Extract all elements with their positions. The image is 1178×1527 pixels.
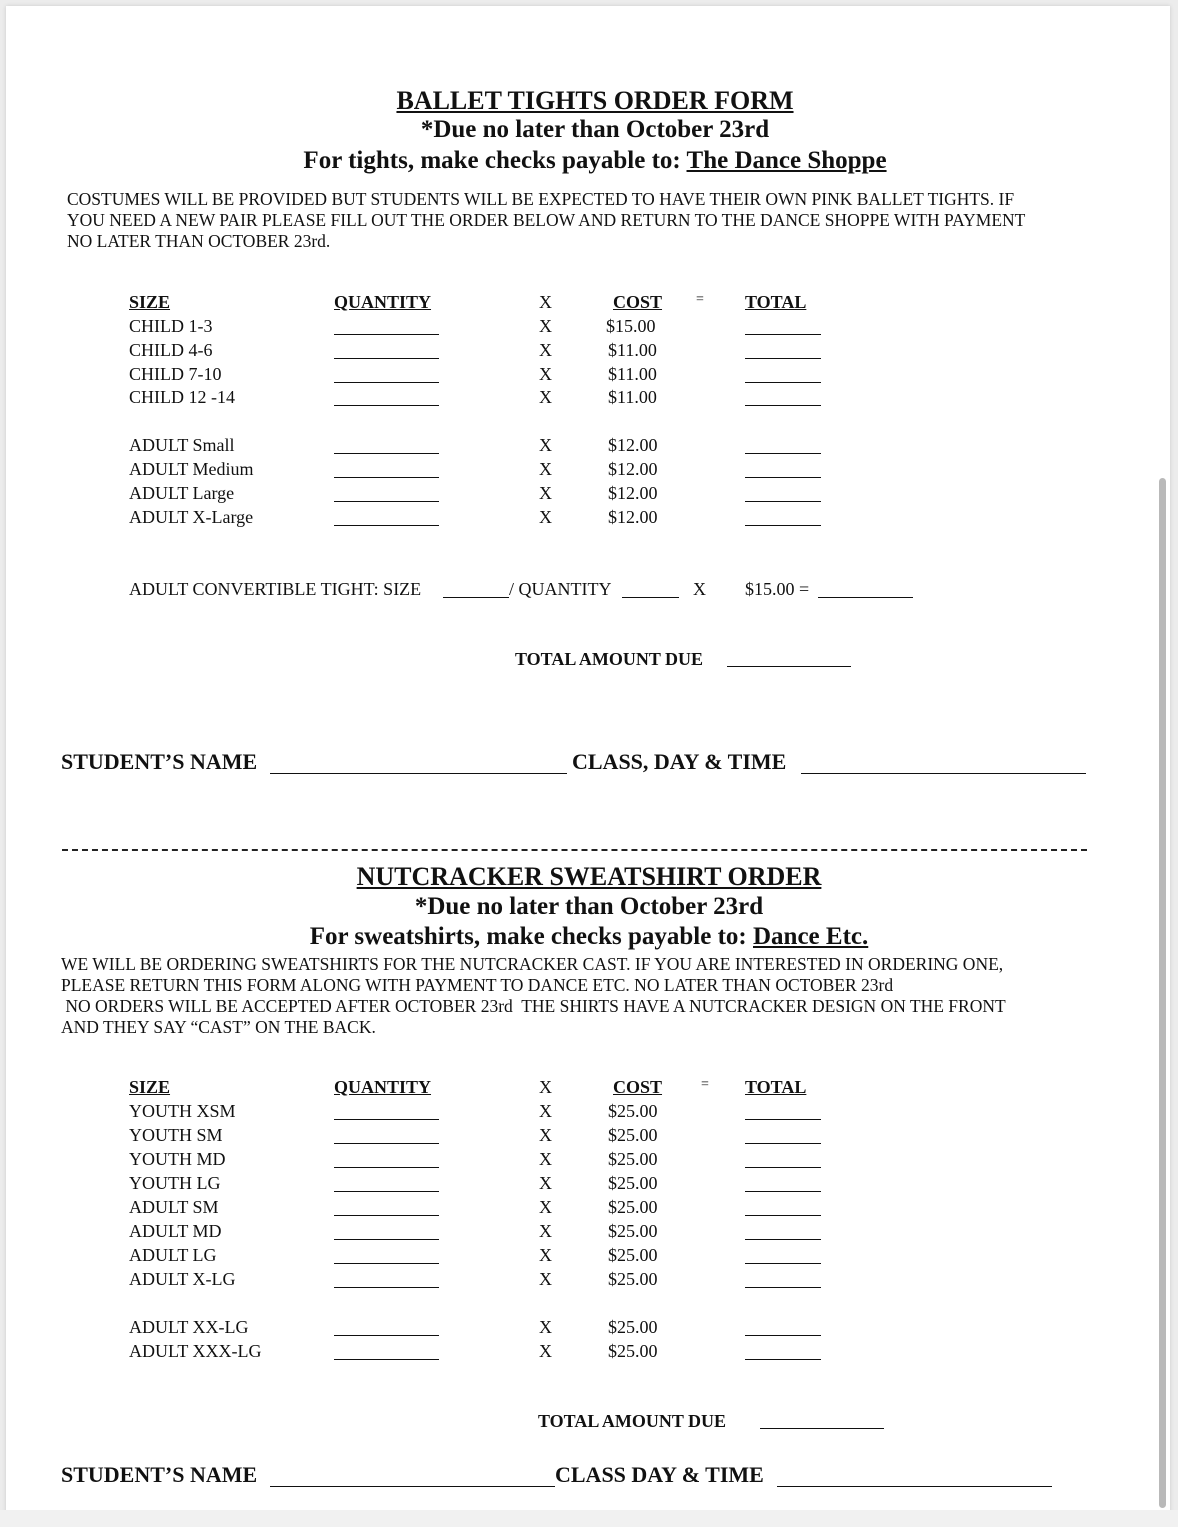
sweatshirt-total-blank[interactable] [745, 1143, 821, 1144]
sweatshirt-row-x: X [539, 1245, 552, 1265]
tights-class-blank[interactable] [801, 773, 1086, 774]
tights-row-size: CHILD 12 -14 [129, 387, 235, 407]
tights-student-name-blank[interactable] [270, 773, 567, 774]
sweatshirt-row-x: X [539, 1317, 552, 1337]
sweatshirt-header-equals: = [701, 1077, 709, 1092]
sweatshirt-row-cost: $25.00 [608, 1317, 658, 1337]
tights-header-total: TOTAL [745, 292, 807, 312]
sweatshirt-quantity-blank[interactable] [334, 1119, 439, 1120]
tights-quantity-blank[interactable] [334, 477, 439, 478]
tights-row-x: X [539, 340, 552, 360]
tights-quantity-blank[interactable] [334, 525, 439, 526]
tights-header-quantity: QUANTITY [334, 292, 432, 312]
sweatshirt-header-size: SIZE [129, 1077, 171, 1097]
sweatshirt-paragraph [61, 954, 1006, 1038]
sweatshirt-total-blank[interactable] [745, 1263, 821, 1264]
sweatshirt-total-due-label: TOTAL AMOUNT DUE [538, 1411, 727, 1431]
sweatshirt-title: NUTCRACKER SWEATSHIRT ORDER [356, 862, 822, 891]
sweatshirt-quantity-blank[interactable] [334, 1359, 439, 1360]
sweatshirt-row-size: YOUTH MD [129, 1149, 226, 1169]
vertical-scrollbar[interactable] [1159, 478, 1166, 1508]
sweatshirt-total-due-blank[interactable] [760, 1428, 884, 1429]
tights-student-name-label: STUDENT’S NAME [61, 749, 258, 774]
sweatshirt-row-cost: $25.00 [608, 1269, 658, 1289]
sweatshirt-header-x: X [539, 1077, 552, 1097]
sweatshirt-row-x: X [539, 1101, 552, 1121]
tights-row-cost: $11.00 [608, 364, 657, 384]
sweatshirt-row-size: YOUTH XSM [129, 1101, 236, 1121]
sweatshirt-student-name-label: STUDENT’S NAME [61, 1462, 258, 1487]
sweatshirt-class-label: CLASS DAY & TIME [555, 1462, 764, 1487]
sweatshirt-quantity-blank[interactable] [334, 1167, 439, 1168]
sweatshirt-total-blank[interactable] [745, 1239, 821, 1240]
tights-quantity-blank[interactable] [334, 334, 439, 335]
sweatshirt-row-x: X [539, 1221, 552, 1241]
tights-total-blank[interactable] [745, 382, 821, 383]
sweatshirt-due-date: *Due no later than October 23rd [414, 893, 764, 920]
tights-header-equals: = [696, 292, 704, 307]
convertible-size-blank[interactable] [443, 597, 509, 598]
convertible-price: $15.00 = [745, 579, 810, 599]
sweatshirt-row-x: X [539, 1341, 552, 1361]
sweatshirt-row-cost: $25.00 [608, 1221, 658, 1241]
tights-total-due-label: TOTAL AMOUNT DUE [515, 649, 704, 669]
sweatshirt-row-size: ADULT XXX-LG [129, 1341, 262, 1361]
sweatshirt-header-total: TOTAL [745, 1077, 807, 1097]
sweatshirt-row-size: ADULT LG [129, 1245, 217, 1265]
tights-row-x: X [539, 459, 552, 479]
sweatshirt-row-cost: $25.00 [608, 1101, 658, 1121]
tights-row-cost: $12.00 [608, 507, 658, 527]
sweatshirt-quantity-blank[interactable] [334, 1287, 439, 1288]
sweatshirt-total-blank[interactable] [745, 1359, 821, 1360]
cut-line-divider [62, 849, 1087, 851]
tights-quantity-blank[interactable] [334, 501, 439, 502]
sweatshirt-payable-line [0, 923, 1178, 951]
sweatshirt-quantity-blank[interactable] [334, 1143, 439, 1144]
sweatshirt-header-cost: COST [613, 1077, 663, 1097]
convertible-total-blank[interactable] [818, 597, 913, 598]
sweatshirt-total-blank[interactable] [745, 1335, 821, 1336]
tights-due-date: *Due no later than October 23rd [420, 116, 770, 143]
tights-row-cost: $12.00 [608, 483, 658, 503]
tights-paragraph-line: COSTUMES WILL BE PROVIDED BUT STUDENTS WILL BE EXPECTED TO HAVE THEIR OWN PINK BALLET TIGHTS. IF [67, 189, 1015, 209]
sweatshirt-payable-prefix: For sweatshirts, make checks payable to: [309, 923, 753, 950]
tights-row-x: X [539, 364, 552, 384]
sweatshirt-total-blank[interactable] [745, 1119, 821, 1120]
sweatshirt-row-size: YOUTH SM [129, 1125, 223, 1145]
tights-row-size: ADULT Medium [129, 459, 254, 479]
tights-total-blank[interactable] [745, 501, 821, 502]
sweatshirt-row-cost: $25.00 [608, 1125, 658, 1145]
sweatshirt-row-x: X [539, 1269, 552, 1289]
sweatshirt-quantity-blank[interactable] [334, 1215, 439, 1216]
sweatshirt-row-size: YOUTH LG [129, 1173, 221, 1193]
sweatshirt-header-quantity: QUANTITY [334, 1077, 432, 1097]
tights-total-blank[interactable] [745, 405, 821, 406]
tights-class-label: CLASS, DAY & TIME [572, 749, 787, 774]
convertible-quantity-label: / QUANTITY [509, 579, 612, 599]
convertible-quantity-blank[interactable] [622, 597, 679, 598]
tights-header-size: SIZE [129, 292, 171, 312]
sweatshirt-total-blank[interactable] [745, 1167, 821, 1168]
document-page [6, 6, 1170, 1521]
sweatshirt-paragraph-line: AND THEY SAY “CAST” ON THE BACK. [61, 1017, 376, 1037]
tights-header-x: X [539, 292, 552, 312]
tights-row-x: X [539, 435, 552, 455]
tights-header-cost: COST [613, 292, 663, 312]
sweatshirt-total-blank[interactable] [745, 1215, 821, 1216]
sweatshirt-class-blank[interactable] [777, 1486, 1052, 1487]
sweatshirt-quantity-blank[interactable] [334, 1335, 439, 1336]
tights-quantity-blank[interactable] [334, 382, 439, 383]
sweatshirt-quantity-blank[interactable] [334, 1239, 439, 1240]
sweatshirt-row-cost: $25.00 [608, 1173, 658, 1193]
tights-row-cost: $12.00 [608, 459, 658, 479]
sweatshirt-student-name-blank[interactable] [270, 1486, 555, 1487]
sweatshirt-total-blank[interactable] [745, 1287, 821, 1288]
sweatshirt-row-size: ADULT MD [129, 1221, 222, 1241]
sweatshirt-row-x: X [539, 1197, 552, 1217]
tights-total-blank[interactable] [745, 453, 821, 454]
tights-row-cost: $11.00 [608, 387, 657, 407]
sweatshirt-paragraph-line: NO ORDERS WILL BE ACCEPTED AFTER OCTOBER 23rd THE SHIRTS HAVE A NUTCRACKER DESIGN ON THE FRONT [61, 996, 1006, 1016]
sweatshirt-row-x: X [539, 1149, 552, 1169]
tights-payable-line [6, 147, 1178, 175]
tights-quantity-blank[interactable] [334, 405, 439, 406]
tights-row-size: CHILD 4-6 [129, 340, 213, 360]
tights-total-due-blank[interactable] [727, 666, 851, 667]
sweatshirt-row-cost: $25.00 [608, 1341, 658, 1361]
tights-row-x: X [539, 507, 552, 527]
sweatshirt-row-size: ADULT SM [129, 1197, 219, 1217]
tights-paragraph-line: NO LATER THAN OCTOBER 23rd. [67, 231, 331, 251]
tights-payable-to: The Dance Shoppe [686, 147, 887, 174]
tights-quantity-blank[interactable] [334, 453, 439, 454]
tights-quantity-blank[interactable] [334, 358, 439, 359]
tights-row-size: CHILD 7-10 [129, 364, 222, 384]
sweatshirt-row-size: ADULT XX-LG [129, 1317, 249, 1337]
tights-total-blank[interactable] [745, 525, 821, 526]
sweatshirt-row-x: X [539, 1125, 552, 1145]
tights-title: BALLET TIGHTS ORDER FORM [396, 86, 794, 115]
tights-row-size: ADULT X-Large [129, 507, 254, 527]
sweatshirt-paragraph-line: PLEASE RETURN THIS FORM ALONG WITH PAYMENT TO DANCE ETC. NO LATER THAN OCTOBER 23rd [61, 975, 894, 995]
sweatshirt-row-x: X [539, 1173, 552, 1193]
sweatshirt-quantity-blank[interactable] [334, 1191, 439, 1192]
sweatshirt-row-cost: $25.00 [608, 1149, 658, 1169]
tights-row-x: X [539, 483, 552, 503]
tights-paragraph-line: YOU NEED A NEW PAIR PLEASE FILL OUT THE ORDER BELOW AND RETURN TO THE DANCE SHOPPE WITH PAYMENT [67, 210, 1026, 230]
tights-row-cost: $11.00 [608, 340, 657, 360]
tights-row-x: X [539, 387, 552, 407]
tights-row-cost: $12.00 [608, 435, 658, 455]
convertible-x: X [693, 579, 706, 599]
sweatshirt-total-blank[interactable] [745, 1191, 821, 1192]
sweatshirt-quantity-blank[interactable] [334, 1263, 439, 1264]
tights-paragraph [67, 189, 1025, 252]
tights-total-blank[interactable] [745, 358, 821, 359]
page-bottom-edge [0, 1510, 1178, 1527]
tights-row-size: CHILD 1-3 [129, 316, 213, 336]
tights-row-cost: $15.00 [606, 316, 656, 336]
sweatshirt-payable-to: Dance Etc. [753, 923, 869, 950]
tights-row-size: ADULT Small [129, 435, 235, 455]
sweatshirt-row-size: ADULT X-LG [129, 1269, 236, 1289]
tights-row-x: X [539, 316, 552, 336]
sweatshirt-row-cost: $25.00 [608, 1245, 658, 1265]
convertible-size-label: ADULT CONVERTIBLE TIGHT: SIZE [129, 579, 422, 599]
tights-payable-prefix: For tights, make checks payable to: [303, 147, 687, 174]
tights-total-blank[interactable] [745, 334, 821, 335]
tights-row-size: ADULT Large [129, 483, 235, 503]
sweatshirt-row-cost: $25.00 [608, 1197, 658, 1217]
sweatshirt-paragraph-line: WE WILL BE ORDERING SWEATSHIRTS FOR THE NUTCRACKER CAST. IF YOU ARE INTERESTED IN ORDERING ONE, [61, 954, 1004, 974]
tights-total-blank[interactable] [745, 477, 821, 478]
